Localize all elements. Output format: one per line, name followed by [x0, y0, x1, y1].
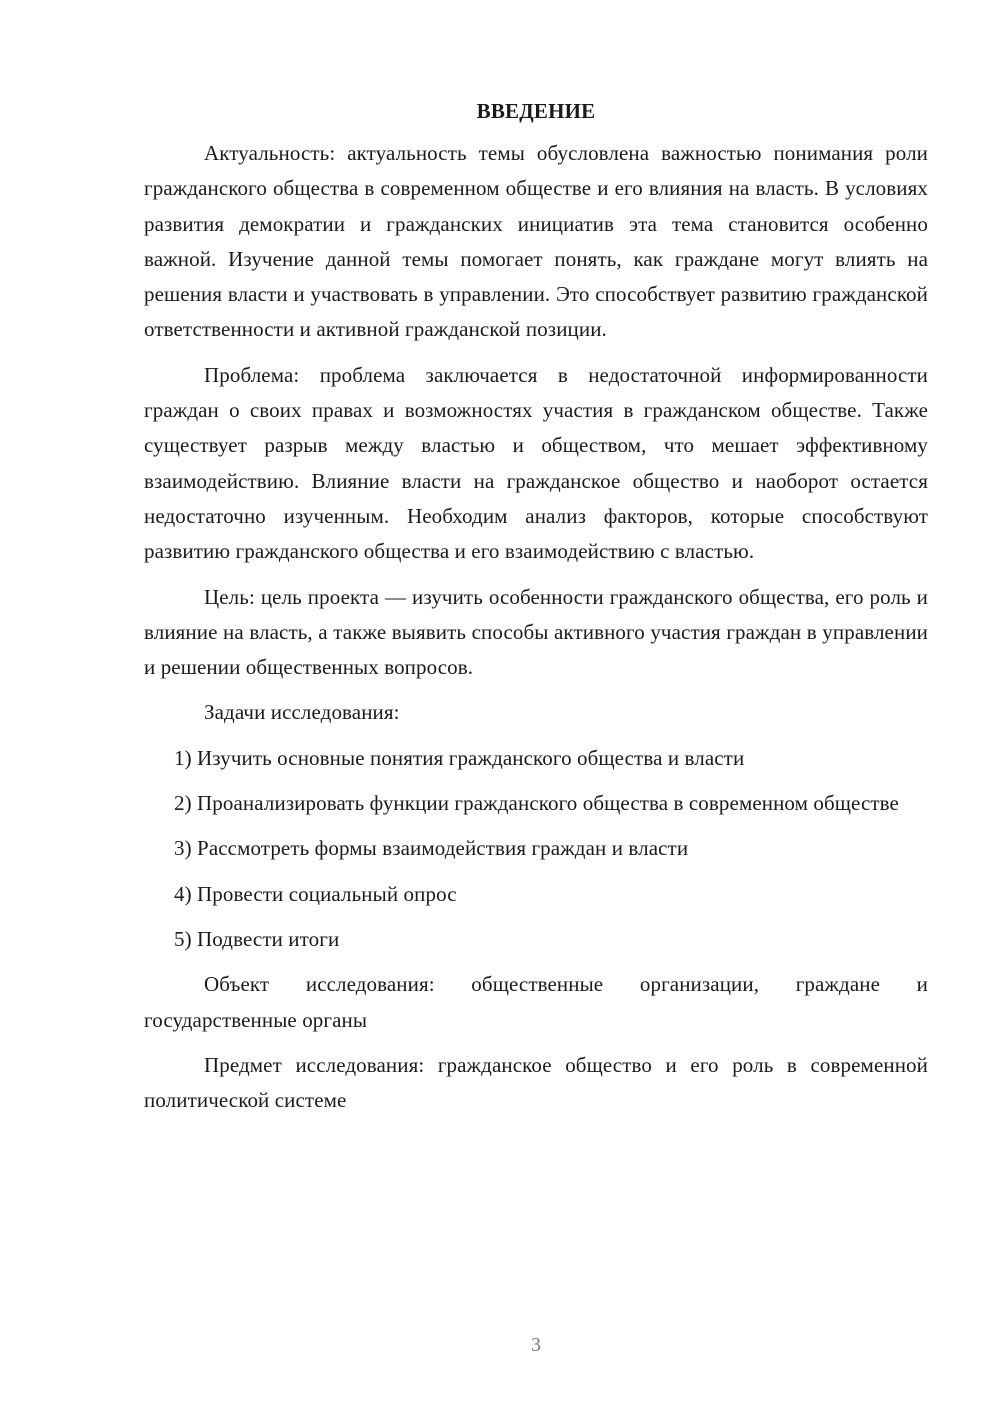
task-item-2: 2) Проанализировать функции гражданского общества в современном обществе [174, 791, 899, 816]
paragraph-goal: Цель: цель проекта — изучить особенности гражданского общества, его роль и влияние на власть, а также выявить способы активного участия граждан в управлении и решении общественных вопросов. [144, 584, 928, 680]
paragraph-relevance: Актуальность: актуальность темы обусловлена важностью понимания роли гражданского общества в современном обществе и его влияния на власть. В условиях развития демократии и гражданских инициатив эта тема становится особенно важной. Изучение данной темы помогает понять, как граждане могут влиять на решения власти и участвовать в управлении. Это способствует развитию гражданской ответственности и активной гражданской позиции. [144, 141, 928, 342]
section-title: ВВЕДЕНИЕ [476, 99, 596, 123]
task-item-3: 3) Рассмотреть формы взаимодействия граждан и власти [174, 836, 689, 861]
paragraph-object: Объект исследования: общественные организации, граждане и государственные органы [144, 972, 928, 1032]
paragraph-problem: Проблема: проблема заключается в недостаточной информированности граждан о своих правах и возможностях участия в гражданском обществе. Также существует разрыв между властью и обществом, что мешает эффективному взаимодействию. Влияние власти на гражданское общество и наоборот остается недостаточно изученным. Необходим анализ факторов, которые способствуют развитию гражданского общества и его взаимодействию с властью. [144, 362, 928, 564]
page-number: 3 [531, 1334, 541, 1356]
paragraph-subject: Предмет исследования: гражданское общество и его роль в современной политической системе [144, 1052, 928, 1113]
task-item-5: 5) Подвести итоги [174, 926, 340, 951]
task-item-1: 1) Изучить основные понятия гражданского общества и власти [174, 745, 745, 770]
task-item-4: 4) Провести социальный опрос [174, 881, 457, 906]
tasks-heading: Задачи исследования: [204, 700, 400, 725]
page-content [144, 96, 928, 1128]
